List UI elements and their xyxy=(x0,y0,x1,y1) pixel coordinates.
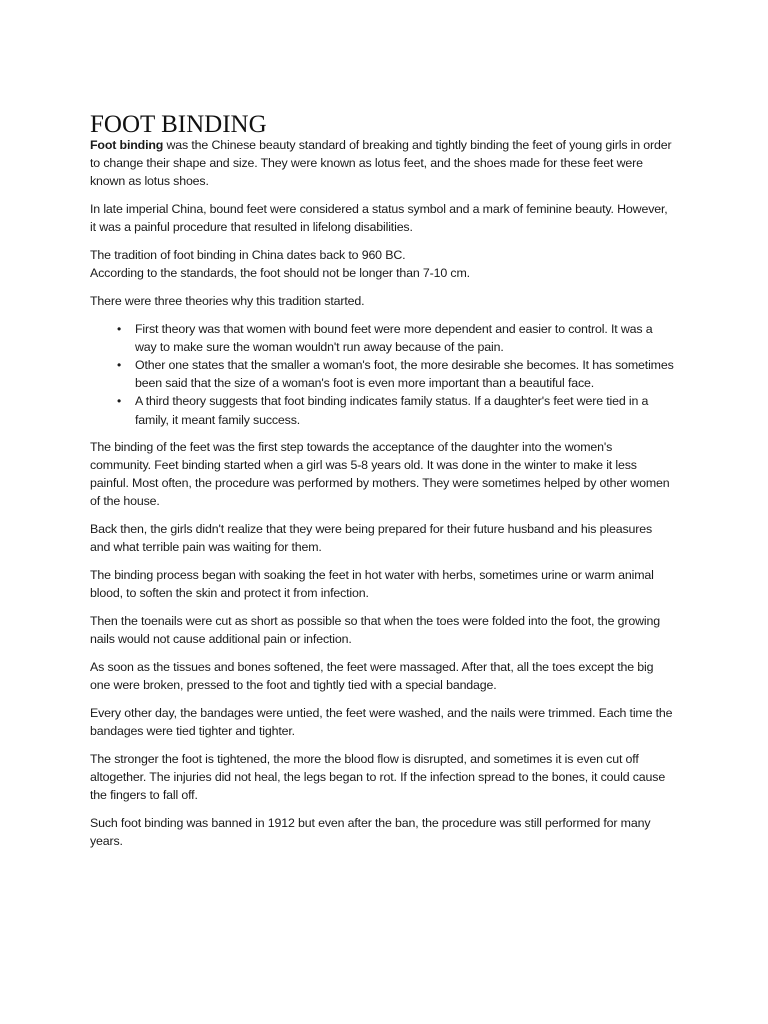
back-then-paragraph: Back then, the girls didn't realize that they were being prepared for their future husband and his pleasures and what terrible pain was waiting for them. xyxy=(90,522,652,555)
theory-text: A third theory suggests that foot binding indicates family status. If a daughter's feet were tied in a family, it meant family success. xyxy=(135,394,649,427)
list-item xyxy=(90,392,675,428)
soaking-paragraph: The binding process began with soaking the feet in hot water with herbs, sometimes urine or warm animal blood, to soften the skin and protect it from infection. xyxy=(90,568,654,601)
list-item xyxy=(90,356,675,392)
intro-lead-term: Foot binding xyxy=(90,138,164,152)
intro-text: was the Chinese beauty standard of breaking and tightly binding the feet of young girls in order to change their shape and size. They were known as lotus feet, and the shoes made for these feet were known as lotus shoes. xyxy=(90,138,672,189)
history-line-length: According to the standards, the foot should not be longer than 7-10 cm. xyxy=(90,266,470,281)
bullet-icon: • xyxy=(117,394,122,409)
blood-flow-paragraph: The stronger the foot is tightened, the more the blood flow is disrupted, and sometimes it is even cut off altogether. The injuries did not heal, the legs began to rot. If the infection spread to the bones, it could cause the fingers to fall off. xyxy=(90,751,666,803)
intro-paragraph xyxy=(90,136,675,191)
history-line-date: The tradition of foot binding in China dates back to 960 BC. xyxy=(90,248,406,263)
theories-list xyxy=(90,320,675,429)
bullet-icon: • xyxy=(117,358,122,373)
theory-text: Other one states that the smaller a woman's foot, the more desirable she becomes. It has sometimes been said that the size of a woman's foot is even more important than a beautiful face. xyxy=(135,358,674,391)
bullet-icon: • xyxy=(117,321,122,336)
bandages-paragraph: Every other day, the bandages were untied, the feet were washed, and the nails were trimmed. Each time the bandages were tied tighter and tighter. xyxy=(90,705,673,738)
document-body xyxy=(90,110,675,860)
history-paragraph xyxy=(90,246,675,282)
ban-paragraph: Such foot binding was banned in 1912 but even after the ban, the procedure was still performed for many years. xyxy=(90,815,651,848)
status-paragraph: In late imperial China, bound feet were considered a status symbol and a mark of feminine beauty. However, it was a painful procedure that resulted in lifelong disabilities. xyxy=(90,202,668,235)
list-item xyxy=(90,320,675,356)
theories-intro-paragraph: There were three theories why this tradition started. xyxy=(90,293,365,308)
theory-text: First theory was that women with bound feet were more dependent and easier to control. It was a way to make sure the woman wouldn't run away because of the pain. xyxy=(135,321,653,354)
acceptance-paragraph: The binding of the feet was the first step towards the acceptance of the daughter into the women's community. Feet binding started when a girl was 5-8 years old. It was done in the winter to make it less painful. Most often, the procedure was performed by mothers. They were sometimes helped by other women of the house. xyxy=(90,439,670,509)
massage-paragraph: As soon as the tissues and bones softened, the feet were massaged. After that, all the toes except the big one were broken, pressed to the foot and tightly tied with a special bandage. xyxy=(90,659,654,693)
toenails-paragraph: Then the toenails were cut as short as possible so that when the toes were folded into the foot, the growing nails would not cause additional pain or infection. xyxy=(90,613,660,647)
document-title: FOOT BINDING xyxy=(90,111,267,138)
